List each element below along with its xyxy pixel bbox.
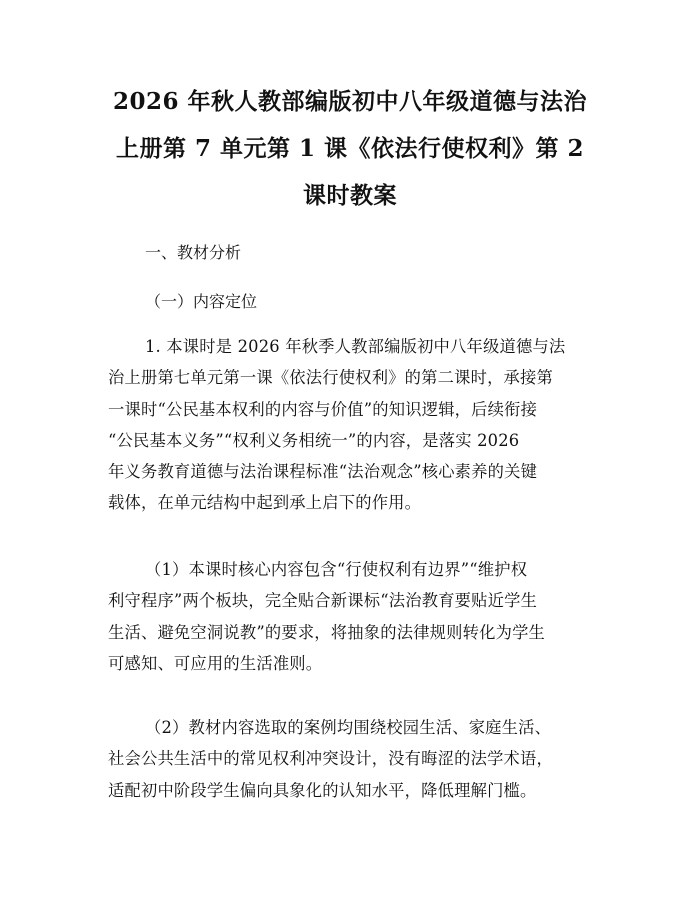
paragraph-2 <box>108 554 600 679</box>
paragraph-line: 社会公共生活中的常见权利冲突设计，没有晦涩的法学术语， <box>108 749 553 769</box>
paragraph-line: 年义务教育道德与法治课程标准“法治观念”核心素养的关键 <box>108 462 538 482</box>
paragraph-line: “公民基本义务”“权利义务相统一”的内容，是落实 2026 <box>108 430 520 450</box>
paragraph-line: 适配初中阶段学生偏向具象化的认知水平，降低理解门槛。 <box>108 780 537 800</box>
title-line-1: 2026 年秋人教部编版初中八年级道德与法治 <box>112 88 588 115</box>
paragraph-line: 1. 本课时是 2026 年秋季人教部编版初中八年级道德与法 <box>145 337 566 356</box>
paragraph-line: 治上册第七单元第一课《依法行使权利》的第二课时，承接第 <box>108 368 553 388</box>
section-heading: 一、教材分析 <box>145 243 242 262</box>
paragraph-line: 生活、避免空洞说教”的要求，将抽象的法律规则转化为学生 <box>108 622 546 642</box>
paragraph-line: （2）教材内容选取的案例均围绕校园生活、家庭生活、 <box>145 718 552 737</box>
paragraph-3 <box>108 712 600 806</box>
paragraph-line: （1）本课时核心内容包含“行使权利有边界”“维护权 <box>145 560 528 579</box>
paragraph-line: 可感知、可应用的生活准则。 <box>108 653 323 673</box>
title-line-3: 课时教案 <box>303 182 397 209</box>
document-title <box>90 78 610 219</box>
paragraph-line: 一课时“公民基本权利的内容与价值”的知识逻辑，后续衔接 <box>108 399 538 419</box>
subsection-heading: （一）内容定位 <box>145 292 258 311</box>
paragraph-1 <box>108 331 600 519</box>
paragraph-line: 利守程序”两个板块，完全贴合新课标“法治教育要贴近学生 <box>108 591 538 611</box>
paragraph-line: 载体，在单元结构中起到承上启下的作用。 <box>108 493 422 513</box>
title-line-2: 上册第 7 单元第 1 课《依法行使权利》第 2 <box>115 135 585 162</box>
